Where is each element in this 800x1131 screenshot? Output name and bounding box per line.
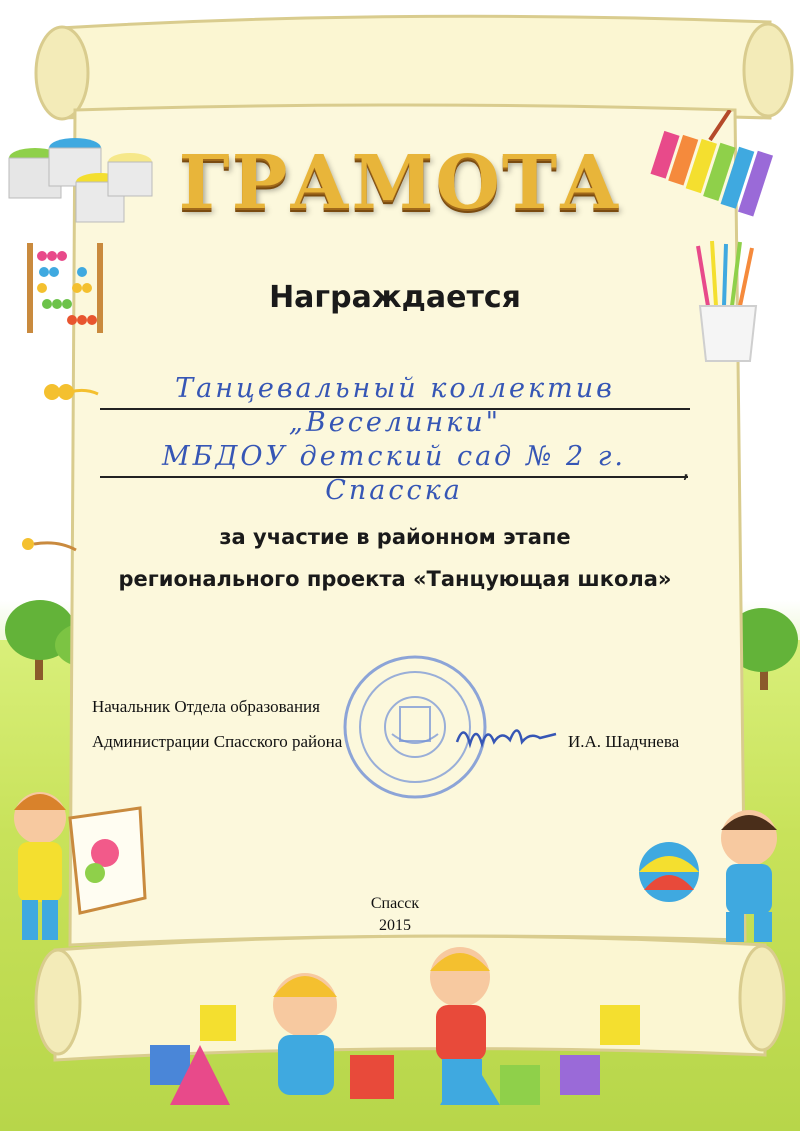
children-with-blocks-illustration: [140, 935, 660, 1131]
butterfly-ribbon-icon: [40, 378, 100, 408]
signatory-position-line-1: Начальник Отдела образования: [92, 697, 320, 716]
awarded-label: Награждается: [269, 280, 521, 315]
recipient-line-1: Танцевальный коллектив „Веселинки": [100, 372, 690, 410]
reason-line-2: регионального проекта «Танцующая школа»: [118, 567, 672, 591]
signatory-position-line-2: Администрации Спасского района: [92, 732, 343, 751]
place-of-issue: Спасск: [370, 895, 420, 912]
recipient-comma: ,: [682, 455, 690, 483]
issue-year: 2015: [379, 917, 411, 934]
signatory-name: И.А. Шадчнева: [568, 732, 680, 751]
recipient-line-2: МБДОУ детский сад № 2 г. Спасска: [100, 440, 688, 478]
reason-line-1: за участие в районном этапе: [219, 525, 571, 549]
certificate-title: ГРАМОТА: [178, 140, 622, 226]
handwritten-signature: [452, 712, 562, 762]
